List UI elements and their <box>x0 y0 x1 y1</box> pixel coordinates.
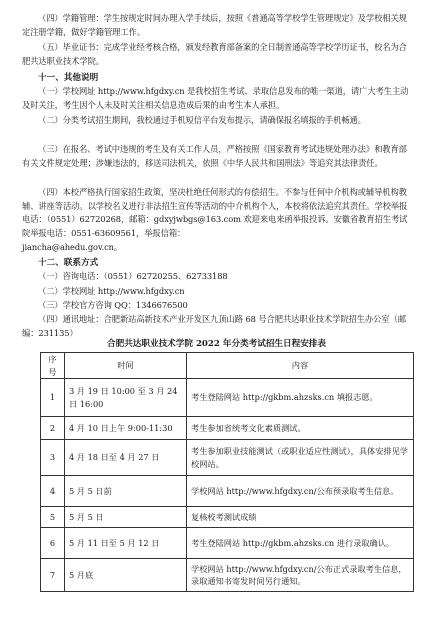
contact-address: （四）通讯地址：合肥新站高新技术产业开发区九顶山路 68 号合肥共达职业技术学院招生办公室（邮编：231135） <box>22 314 406 338</box>
table-row <box>41 417 414 440</box>
contact-qq: （三）学校官方咨询 QQ：1346676500 <box>38 300 188 310</box>
table-header-row <box>41 353 414 379</box>
note-report-email: jiancha@ahedu.gov.cn。 <box>22 242 123 252</box>
note-violations: （三）在报名、考试中违规的考生及有关工作人员，严格按照《国家教育考试违规处理办法》和教育部有关文件规定处理；涉嫌违法的，移送司法机关，依照《中华人民共和国刑法》等追究其法律责任。 <box>22 144 407 168</box>
section-heading-contact: 十二、联系方式 <box>38 258 99 268</box>
row-index: 6 <box>41 528 65 559</box>
header-index: 序号 <box>41 353 65 379</box>
table-row <box>41 476 414 507</box>
table-row <box>41 379 414 417</box>
row-content: 复核校考测试成绩 <box>187 507 414 528</box>
row-content: 学校网站 http://www.hfgdxy.cn/公布正式录取考生信息，录取通知书寄发时间另行通知。 <box>187 559 414 592</box>
table-row <box>41 528 414 559</box>
row-index: 5 <box>41 507 65 528</box>
paragraph-graduation-certificate: （五）毕业证书：完成学业经考核合格，颁发经教育部备案的全日制普通高等学校学历证书，校名为合肥共达职业技术学院。 <box>22 42 407 66</box>
note-sms: （二）分类考试招生期间，我校通过手机短信平台发布提示，请确保报名填报的手机畅通。 <box>38 115 366 125</box>
note-recruitment-policy: （四）本校严格执行国家招生政策，坚决杜绝任何形式的有偿招生。不参与任何中介机构或辅导机构教辅、讲座等活动。以学校名义进行非法招生宣传等活动的中介机构个人，本校将依法追究其责任。学校举报电话：（0551）62720268，邮箱：gdxyjwbgs@163.com 欢迎来电来函举报投诉。安徽省教育招生考试院举报电话：0551-63609561，举报信箱： <box>22 187 408 238</box>
row-time: 5 月 11 日至 5 月 12 日 <box>65 528 187 559</box>
header-content: 内容 <box>187 353 414 379</box>
row-index: 1 <box>41 379 65 417</box>
table-row <box>41 559 414 592</box>
note-website: （一）学校网址 http://www.hfgdxy.cn 是我校招生考试、录取信息发布的唯一渠道，请广大考生主动及时关注，考生因个人未及时关注相关信息造成后果的由考生本人承担。 <box>22 86 409 110</box>
row-index: 7 <box>41 559 65 592</box>
schedule-table <box>40 352 414 592</box>
section-heading-other-notes: 十一、其他说明 <box>38 73 99 83</box>
row-time: 5 月 5 日前 <box>65 476 187 507</box>
row-time: 4 月 18 日至 4 月 27 日 <box>65 440 187 476</box>
row-content: 学校网站 http://www.hfgdxy.cn/公布预录取考生信息。 <box>187 476 414 507</box>
row-content: 考生参加职业技能测试（或职业适应性测试），具体安排见学校网站。 <box>187 440 414 476</box>
table-row <box>41 507 414 528</box>
row-time: 3 月 19 日 10:00 至 3 月 24 日 16:00 <box>65 379 187 417</box>
paragraph-student-registration: （四）学籍管理：学生按规定时间办理入学手续后，按照《普通高等学校学生管理规定》及学校相关规定注册学籍，做好学籍管理工作。 <box>22 13 407 37</box>
row-index: 3 <box>41 440 65 476</box>
row-content: 考生登陆网站 http://gkbm.ahzsks.cn 填报志愿。 <box>187 379 414 417</box>
row-content: 考生登陆网站 http://gkbm.ahzsks.cn 进行录取确认。 <box>187 528 414 559</box>
row-time: 4 月 10 日上午 9:00-11:30 <box>65 417 187 440</box>
row-content: 考生参加省统考文化素质测试。 <box>187 417 414 440</box>
contact-website: （二）学校网址 http://www.hfgdxy.cn <box>38 286 185 296</box>
row-index: 2 <box>41 417 65 440</box>
row-index: 4 <box>41 476 65 507</box>
row-time: 5 月底 <box>65 559 187 592</box>
schedule-table-title: 合肥共达职业技术学院 2022 年分类考试招生日程安排表 <box>107 339 326 349</box>
header-time: 时间 <box>65 353 187 379</box>
table-row <box>41 440 414 476</box>
contact-phone: （一）咨询电话：（0551）62720255、62733188 <box>38 271 228 281</box>
row-time: 5 月 5 日 <box>65 507 187 528</box>
